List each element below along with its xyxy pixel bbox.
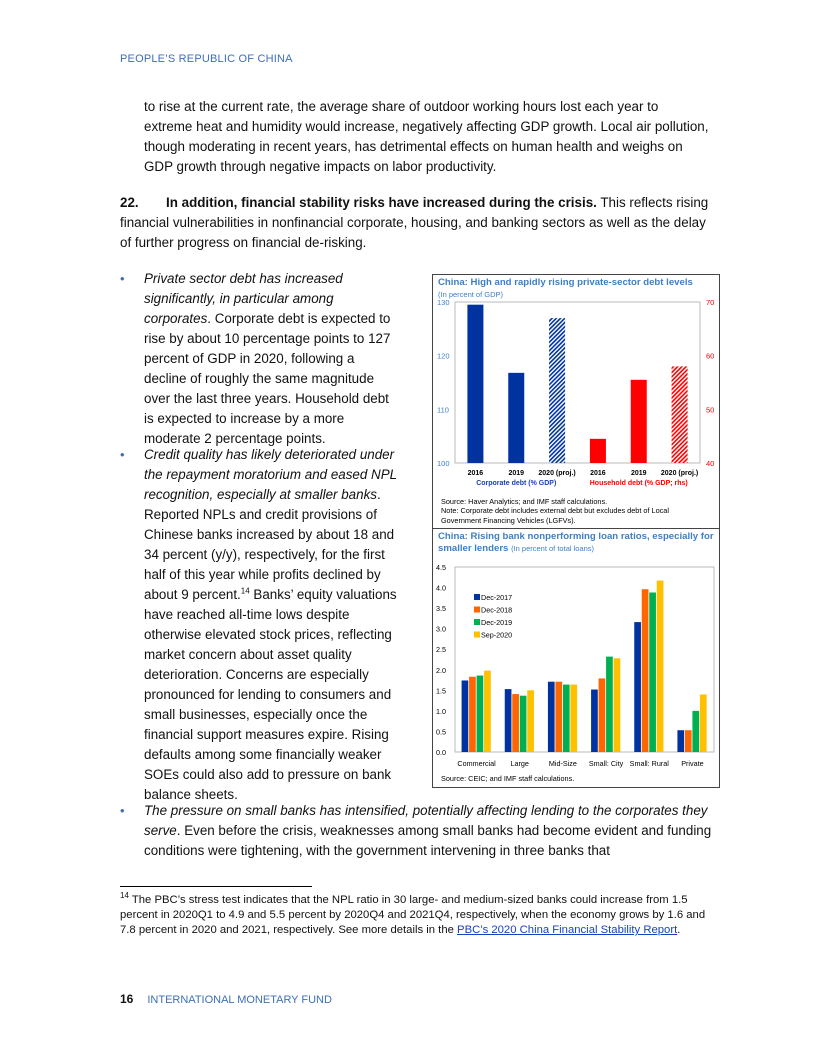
bullet-icon: • bbox=[120, 803, 125, 818]
bar-dec-2019 bbox=[520, 696, 527, 752]
page-footer bbox=[120, 992, 332, 1006]
y-tick-left: 110 bbox=[437, 405, 449, 415]
y-tick-right: 40 bbox=[706, 459, 715, 468]
x-tick: 2019 bbox=[630, 470, 647, 477]
footnote-14: $^{14}$ The PBC’s stress test indicates that the NPL ratio in 30 large- and medium-sized banks could increase from 1.5 percent in 2020Q1 to 4.9 and 5.5 percent by 2020Q4 and 2021Q4, respectively, when the economy grows by 1.6 and 7.8 percent in 2020 and 2021, respectively. See more details in the PBC’s 2020 China Financial Stability Report. bbox=[120, 891, 706, 936]
x-tick: Mid-Size bbox=[548, 759, 577, 768]
bar-corporate bbox=[508, 373, 524, 463]
x-tick: Private bbox=[681, 759, 704, 768]
chart-plot bbox=[433, 529, 719, 787]
y-tick: 0.5 bbox=[436, 727, 446, 737]
bar-sep-2020 bbox=[527, 690, 534, 752]
bar-dec-2018 bbox=[685, 730, 692, 752]
chart-source: Source: Haver Analytics; and IMF staff calculations. bbox=[441, 497, 608, 506]
bar-dec-2017 bbox=[677, 730, 684, 752]
bullet-icon: • bbox=[120, 271, 125, 286]
bar-dec-2017 bbox=[591, 690, 598, 752]
x-tick: Small: Rural bbox=[629, 759, 669, 768]
x-tick: 2016 bbox=[467, 470, 484, 477]
y-tick: 4.0 bbox=[436, 583, 446, 593]
bar-dec-2019 bbox=[563, 685, 570, 752]
bar-sep-2020 bbox=[700, 694, 707, 752]
legend-label: Sep-2020 bbox=[481, 630, 513, 640]
bullet-text-2: Banks’ equity valuations have reached all-time lows despite otherwise elevated stock prices, reflecting market concern about asset quality deterioration. Concerns are especially pronounced for lending to consumers and small businesses, especially once the financial support measures expire. Rising defaults among some financially weaker SOEs could also add to pressure on bank balance sheets. bbox=[144, 587, 397, 802]
chart-subtitle: (In percent of GDP) bbox=[438, 290, 504, 299]
legend-label: Dec-2019 bbox=[481, 618, 513, 627]
running-header: PEOPLE’S REPUBLIC OF CHINA bbox=[120, 53, 293, 65]
y-tick: 2.0 bbox=[436, 665, 446, 675]
legend-label: Dec-2017 bbox=[481, 593, 513, 602]
paragraph-number: 22. bbox=[120, 195, 139, 210]
y-tick-left: 120 bbox=[437, 351, 450, 361]
bar-sep-2020 bbox=[657, 581, 664, 752]
chart-subtitle: (In percent of total loans) bbox=[511, 544, 595, 553]
legend-swatch bbox=[474, 619, 480, 625]
legend-swatch bbox=[474, 632, 480, 638]
y-tick: 0.0 bbox=[436, 748, 446, 757]
group-label: Household debt (% GDP; rhs) bbox=[589, 480, 688, 487]
bar-corporate bbox=[467, 305, 483, 463]
bullet-credit-quality bbox=[120, 445, 402, 805]
bar-corporate bbox=[549, 318, 565, 463]
footnote-divider bbox=[120, 886, 312, 887]
bar-sep-2020 bbox=[614, 658, 621, 752]
bullet-private-debt bbox=[120, 269, 400, 449]
bar-dec-2019 bbox=[649, 592, 656, 752]
bar-dec-2017 bbox=[634, 622, 641, 752]
footnote-number: 14 bbox=[120, 891, 129, 901]
bar-household bbox=[631, 380, 647, 463]
y-tick: 2.5 bbox=[436, 645, 446, 655]
paragraph-continued: to rise at the current rate, the average share of outdoor working hours lost each year to extreme heat and humidity would increase, negatively affecting GDP growth. Local air pollution, though moderating in recent years, has detrimental effects on human health and weighs on GDP growth through negative impacts on labor productivity. bbox=[144, 99, 709, 174]
chart-private-debt bbox=[432, 274, 720, 529]
x-tick: 2020 (proj.) bbox=[538, 470, 576, 477]
footnote-text: The PBC’s stress test indicates that the NPL ratio in 30 large- and medium-sized banks could increase from 1.5 percent in 2020Q1 to 4.9 and 5.5 percent by 2020Q4 and 2021Q4, respectively, when the economy grows by 1.6 and 7.8 percent in 2020 and 2021, respectively. See more details in the bbox=[120, 894, 706, 936]
chart-note: Note: Corporate debt includes external debt but excludes debt of Local Government Financing Vehicles (LGFVs). bbox=[441, 506, 669, 525]
bar-dec-2019 bbox=[477, 676, 484, 752]
chart-title: China: Rising bank nonperforming loan ratios, especially for smaller lenders (In percent of total loans) bbox=[438, 531, 714, 554]
paragraph-22 bbox=[120, 193, 710, 253]
x-tick: 2020 (proj.) bbox=[660, 470, 699, 477]
paragraph-lead: In addition, financial stability risks have increased during the crisis. bbox=[166, 195, 597, 210]
bar-dec-2018 bbox=[512, 694, 519, 752]
bar-household bbox=[672, 366, 688, 463]
legend-swatch bbox=[474, 607, 480, 613]
bar-dec-2019 bbox=[692, 711, 699, 752]
chart-npl-ratios bbox=[432, 528, 720, 788]
bullet-icon: • bbox=[120, 447, 125, 462]
y-tick-right: 70 bbox=[706, 298, 715, 307]
bar-dec-2018 bbox=[599, 678, 606, 752]
legend-swatch bbox=[474, 594, 480, 600]
footer-org: INTERNATIONAL MONETARY FUND bbox=[147, 994, 332, 1006]
bar-dec-2018 bbox=[642, 589, 649, 752]
y-tick-left: 100 bbox=[437, 459, 450, 468]
bar-household bbox=[590, 439, 606, 463]
bullet-text: . Corporate debt is expected to rise by about 10 percentage points to 127 percent of GDP in 2020, following a decline of roughly the same magnitude over the last three years. Household debt is expected to increase by a more moderate 2 percentage points. bbox=[144, 311, 391, 446]
y-tick: 3.5 bbox=[436, 604, 446, 614]
bullet-small-banks bbox=[120, 801, 730, 861]
paragraph-text: This reflects rising financial vulnerabilities in nonfinancial corporate, housing, and banking sectors as well as the delay of further progress on financial de-risking. bbox=[120, 195, 709, 250]
x-tick: Large bbox=[510, 759, 529, 768]
y-tick: 3.0 bbox=[436, 624, 446, 634]
bar-dec-2018 bbox=[555, 682, 562, 752]
y-tick-right: 50 bbox=[706, 405, 715, 415]
bullet-text: . Reported NPLs and credit provisions of Chinese banks increased by about 18 and 34 percent (y/y), respectively, for the first half of this year while profits declined by about 9 percent. bbox=[144, 487, 395, 602]
x-tick: Small: City bbox=[588, 759, 624, 768]
page-number: 16 bbox=[120, 992, 134, 1006]
x-tick: 2019 bbox=[508, 470, 525, 477]
chart-plot bbox=[433, 275, 719, 528]
bullet-lead: The pressure on small banks has intensified, potentially affecting lending to the corporates they serve bbox=[144, 803, 708, 838]
bar-dec-2019 bbox=[606, 657, 613, 752]
bar-sep-2020 bbox=[570, 685, 577, 752]
group-label: Corporate debt (% GDP) bbox=[476, 480, 557, 487]
legend-label: Dec-2018 bbox=[481, 605, 513, 615]
y-tick-left: 130 bbox=[437, 298, 450, 307]
x-tick: 2016 bbox=[590, 470, 606, 477]
y-tick: 1.0 bbox=[436, 706, 446, 716]
bullet-lead: Private sector debt has increased significantly, in particular among corporates bbox=[144, 271, 343, 326]
bar-dec-2017 bbox=[505, 689, 512, 752]
bar-dec-2018 bbox=[469, 677, 476, 752]
plot-frame bbox=[455, 302, 700, 463]
bar-sep-2020 bbox=[484, 671, 491, 752]
bullet-lead: Credit quality has likely deteriorated under the repayment moratorium and eased NPL recognition, especially at smaller banks bbox=[144, 447, 397, 502]
bar-dec-2017 bbox=[548, 682, 555, 752]
pbc-report-link[interactable]: PBC’s 2020 China Financial Stability Report bbox=[457, 924, 678, 936]
bar-dec-2017 bbox=[462, 680, 469, 752]
footnote-ref[interactable]: 14 bbox=[240, 586, 250, 596]
y-tick: 1.5 bbox=[436, 686, 446, 696]
chart-source: Source: CEIC; and IMF staff calculations. bbox=[441, 774, 575, 783]
y-tick-right: 60 bbox=[706, 351, 715, 361]
y-tick: 4.5 bbox=[436, 563, 446, 572]
chart-title: China: High and rapidly rising private-sector debt levels (In percent of GDP) bbox=[438, 277, 693, 299]
x-tick: Commercial bbox=[457, 759, 496, 768]
bullet-text: . Even before the crisis, weaknesses among small banks had become evident and funding conditions were tightening, with the government intervening in three banks that bbox=[144, 823, 712, 858]
